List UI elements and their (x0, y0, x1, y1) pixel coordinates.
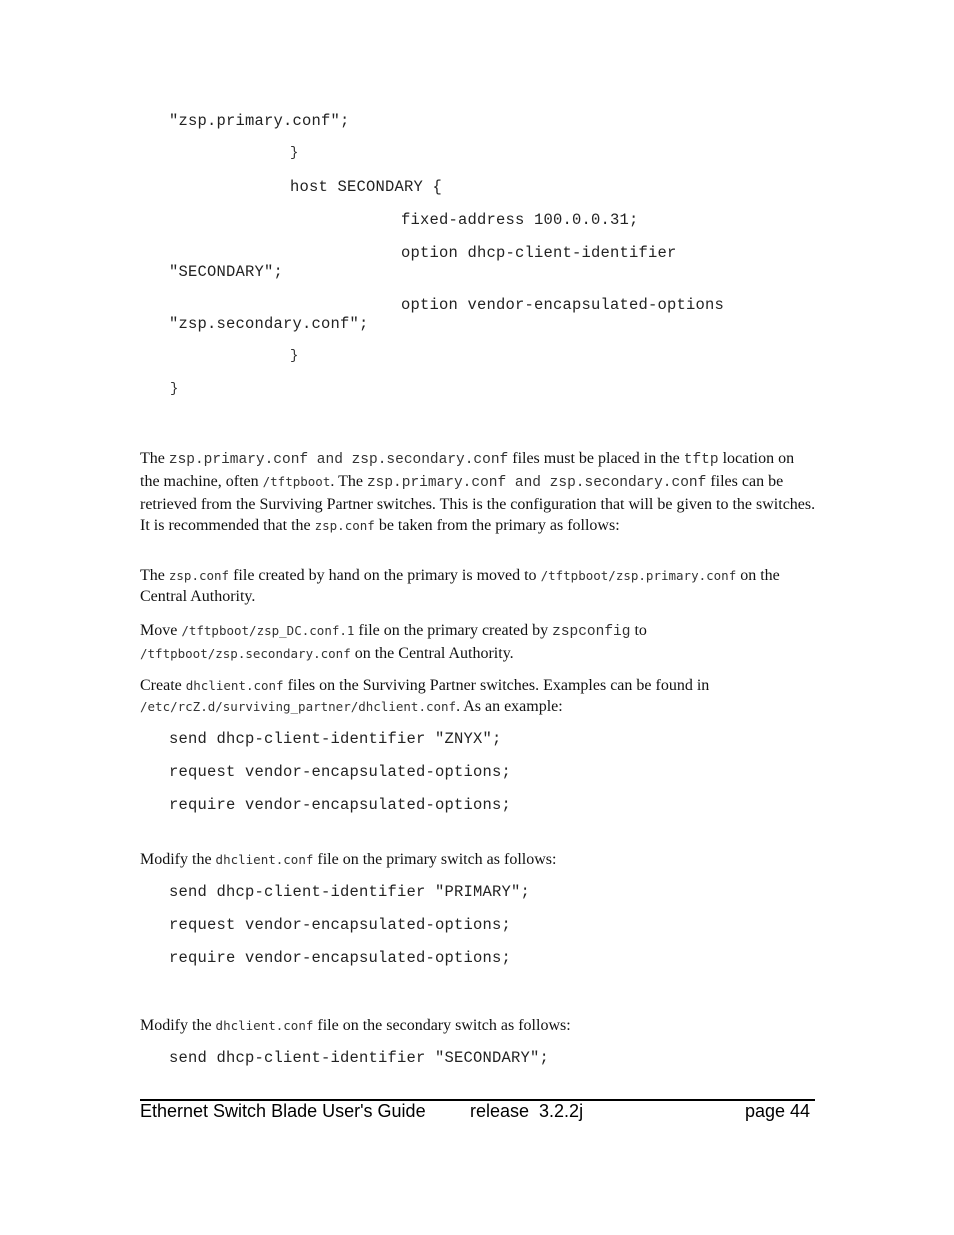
footer-page-number: page 44 (745, 1101, 811, 1121)
code-line: option vendor-encapsulated-options (401, 296, 725, 314)
code-brace: } (290, 348, 299, 364)
code-line: require vendor-encapsulated-options; (169, 949, 512, 967)
footer-title: Ethernet Switch Blade User's Guide (140, 1101, 426, 1121)
code-brace: } (290, 145, 299, 161)
paragraph-create-dhclient: Create dhclient.conf files on the Surviving Partner switches. Examples can be found in /etc/rcZ.d/surviving_partner/dhclient.conf. As an example: (140, 677, 710, 715)
code-line: host SECONDARY { (290, 178, 443, 196)
paragraph-modify-primary: Modify the dhclient.conf file on the primary switch as follows: (140, 851, 557, 868)
paragraph-zsp-conf-move: The zsp.conf file created by hand on the primary is moved to /tftpboot/zsp.primary.conf on the Central Authority. (140, 567, 780, 605)
code-line: send dhcp-client-identifier "PRIMARY"; (169, 883, 531, 901)
code-line: require vendor-encapsulated-options; (169, 796, 512, 814)
code-line: request vendor-encapsulated-options; (169, 763, 512, 781)
code-brace: } (170, 381, 179, 397)
code-line: send dhcp-client-identifier "ZNYX"; (169, 730, 502, 748)
paragraph-modify-secondary: Modify the dhclient.conf file on the secondary switch as follows: (140, 1017, 571, 1034)
code-line: option dhcp-client-identifier (401, 244, 677, 262)
code-line: "SECONDARY"; (169, 263, 284, 281)
footer-release: release 3.2.2j (470, 1101, 584, 1121)
paragraph-move-zsp-dc: Move /tftpboot/zsp_DC.conf.1 file on the primary created by zspconfig to /tftpboot/zsp.secondary.conf on the Central Authority. (140, 622, 647, 662)
code-line: "zsp.primary.conf"; (169, 112, 350, 130)
code-line: fixed-address 100.0.0.31; (401, 211, 639, 229)
code-line: send dhcp-client-identifier "SECONDARY"; (169, 1049, 550, 1067)
code-line: request vendor-encapsulated-options; (169, 916, 512, 934)
code-line: "zsp.secondary.conf"; (169, 315, 369, 333)
paragraph-files-placement: The zsp.primary.conf and zsp.secondary.conf files must be placed in the tftp location on the machine, often /tftpboot. The zsp.primary.conf and zsp.secondary.conf files can be retrieved from the Surviving Partner switches. This is the configuration that will be given to the switches. It is recommended that the zsp.conf be taken from the primary as follows: (140, 450, 816, 534)
